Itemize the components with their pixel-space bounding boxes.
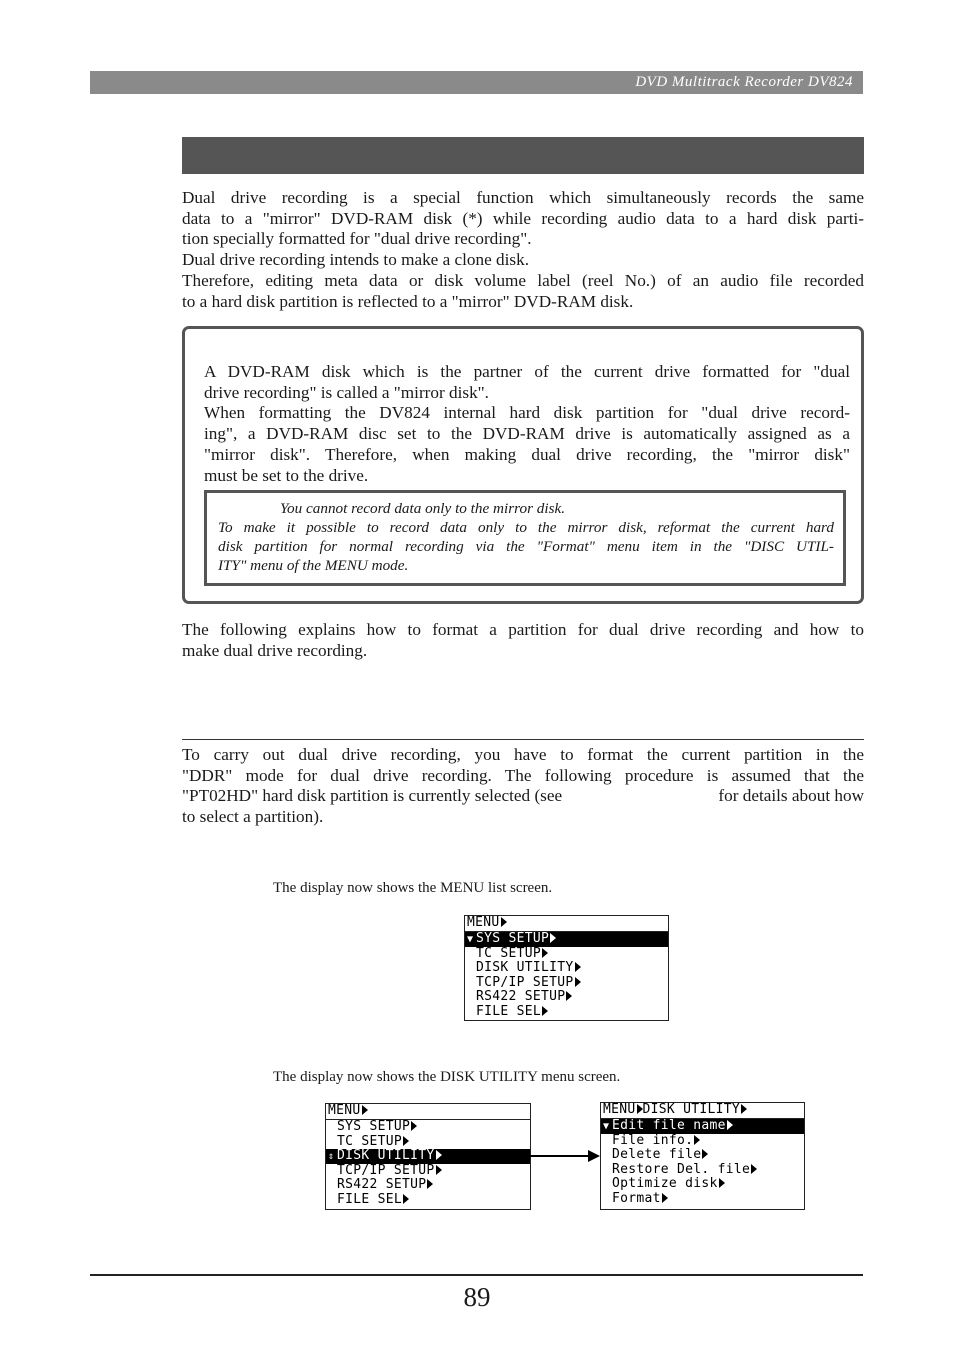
play-arrow-icon — [542, 948, 548, 958]
lcd-menu-item — [326, 1120, 530, 1135]
lcd-menu-item — [601, 1119, 804, 1134]
play-arrow-icon — [727, 1120, 733, 1130]
lcd-menu-item-label: SYS SETUP — [337, 1119, 411, 1134]
lcd-menu-item — [326, 1135, 530, 1150]
lcd-menu-item-label: TCP/IP SETUP — [476, 974, 574, 990]
arrow-line — [530, 1155, 592, 1157]
intro-line: Dual drive recording intends to make a clone disk. — [182, 250, 529, 270]
following-paragraph — [182, 620, 864, 661]
lcd-menu-item-label: Format — [612, 1190, 661, 1206]
lcd-menu-item-label: DISK UTILITY — [476, 960, 574, 976]
play-arrow-icon — [550, 933, 556, 943]
lcd-menu-item-label: TCP/IP SETUP — [337, 1162, 435, 1178]
subsection-rule — [182, 739, 864, 740]
lcd-menu-item — [465, 976, 668, 991]
lcd-menu-item-label: DISK UTILITY — [337, 1148, 435, 1164]
lcd-title — [465, 916, 668, 932]
lcd-menu-item — [465, 1005, 668, 1020]
lcd-title-sub: DISK UTILITY — [642, 1102, 741, 1117]
note-line: must be set to the drive. — [204, 465, 369, 485]
step2-text: The display now shows the DISK UTILITY menu screen. — [273, 1069, 621, 1085]
ddr-line: to select a partition). — [182, 807, 324, 827]
lcd-menu-item — [601, 1192, 804, 1207]
lcd-cursor-icon — [328, 1165, 337, 1180]
lcd-cursor-icon — [603, 1149, 612, 1164]
note-line: drive recording" is called a "mirror disk". — [204, 382, 489, 402]
lcd-menu-item-label: FILE SEL — [476, 1003, 542, 1019]
play-arrow-icon — [702, 1149, 708, 1159]
lcd-menu-item-label: Optimize disk — [612, 1176, 718, 1192]
play-arrow-icon — [719, 1178, 725, 1188]
intro-line: to a hard disk partition is reflected to a "mirror" DVD-RAM disk. — [182, 291, 634, 311]
intro-line: tion specially formatted for "dual drive recording". — [182, 229, 532, 249]
lcd-menu-item — [465, 932, 668, 947]
section-title-bar — [182, 137, 864, 174]
lcd-cursor-icon — [328, 1121, 337, 1136]
step1-text: The display now shows the MENU list screen. — [273, 880, 553, 896]
lcd-menu-screen — [464, 915, 669, 1021]
ddr-paragraph — [182, 745, 864, 828]
lcd-menu-item — [601, 1134, 804, 1149]
lcd-title-text: MENU — [467, 915, 500, 930]
play-arrow-icon — [694, 1135, 700, 1145]
ddr-line: "DDR" mode for dual drive recording. The following procedure is assumed that the — [182, 765, 864, 785]
lcd-menu-item — [601, 1163, 804, 1178]
lcd-menu-item — [326, 1178, 530, 1193]
lcd-menu-item — [326, 1193, 530, 1208]
play-arrow-icon — [741, 1104, 747, 1114]
lcd-title — [601, 1103, 804, 1119]
lcd-menu-item-label: FILE SEL — [337, 1191, 403, 1207]
right-arrow-icon — [588, 1150, 600, 1162]
lcd-menu-item-label: Edit file name — [612, 1118, 726, 1133]
play-arrow-icon — [403, 1194, 409, 1204]
lcd-cursor-icon — [467, 1006, 476, 1021]
lcd-cursor-icon — [328, 1194, 337, 1209]
lcd-cursor-icon — [603, 1135, 612, 1150]
play-arrow-icon — [436, 1150, 442, 1160]
lcd-cursor-icon — [467, 991, 476, 1006]
note-line: A DVD-RAM disk which is the partner of the current drive formatted for "dual — [204, 362, 850, 381]
lcd-cursor-icon — [603, 1178, 612, 1193]
lcd-cursor-icon — [328, 1179, 337, 1194]
play-arrow-icon — [403, 1136, 409, 1146]
lcd-title-text: MENU — [603, 1102, 636, 1117]
caution-text — [218, 499, 834, 575]
play-arrow-icon — [362, 1105, 368, 1115]
lcd-menu-item-label: Restore Del. file — [612, 1161, 751, 1177]
intro-paragraph — [182, 188, 864, 312]
header-bar — [90, 71, 863, 94]
footer-rule — [90, 1274, 863, 1276]
lcd-disk-utility-screen — [600, 1102, 805, 1210]
lcd-menu-item-label: Delete file — [612, 1147, 702, 1163]
following-line: make dual drive recording. — [182, 640, 368, 660]
play-arrow-icon — [662, 1193, 668, 1203]
ddr-line: To carry out dual drive recording, you have to format the current partition in the — [182, 745, 864, 764]
ddr-line: "PT02HD" hard disk partition is currently selected (see — [182, 786, 563, 806]
lcd-cursor-icon — [467, 962, 476, 977]
lcd-menu-screen-2 — [325, 1103, 531, 1210]
lcd-title-text: MENU — [328, 1103, 361, 1118]
lcd-menu-item — [465, 961, 668, 976]
lcd-cursor-icon: ▼ — [467, 934, 474, 945]
note-body — [204, 362, 850, 486]
caution-line: disk partition for normal recording via the "Format" menu item in the "DISC UTIL- — [218, 538, 834, 555]
play-arrow-icon — [566, 991, 572, 1001]
lcd-menu-item-label: TC SETUP — [337, 1133, 403, 1149]
play-arrow-icon — [427, 1179, 433, 1189]
ddr-line-3 — [182, 786, 864, 807]
lcd-cursor-icon — [603, 1193, 612, 1208]
note-line: ing", a DVD-RAM disc set to the DVD-RAM drive is automatically assigned as a — [204, 424, 850, 444]
caution-line: ITY" menu of the MENU mode. — [218, 557, 409, 574]
lcd-menu-item-label: File info. — [612, 1132, 694, 1148]
play-arrow-icon — [436, 1165, 442, 1175]
lcd-menu-item — [465, 990, 668, 1005]
note-line: When formatting the DV824 internal hard disk partition for "dual drive record- — [204, 403, 850, 423]
ddr-line-tail: for details about how — [718, 786, 864, 806]
note-box — [182, 326, 864, 604]
lcd-menu-item-label: RS422 SETUP — [337, 1177, 427, 1193]
play-arrow-icon — [751, 1164, 757, 1174]
intro-line: Dual drive recording is a special function which simultaneously records the same — [182, 188, 864, 207]
caution-box — [204, 490, 846, 586]
following-line: The following explains how to format a partition for dual drive recording and how to — [182, 620, 864, 639]
lcd-menu-item — [326, 1164, 530, 1179]
play-arrow-icon — [411, 1121, 417, 1131]
intro-line: data to a "mirror" DVD-RAM disk (*) while recording audio data to a hard disk parti- — [182, 208, 864, 228]
caution-line: To make it possible to record data only to the mirror disk, reformat the current hard — [218, 519, 834, 536]
intro-line: Therefore, editing meta data or disk volume label (reel No.) of an audio file recorded — [182, 270, 864, 290]
note-line: "mirror disk". Therefore, when making dual drive recording, the "mirror disk" — [204, 444, 850, 464]
lcd-menu-item — [601, 1148, 804, 1163]
header-title: DVD Multitrack Recorder DV824 — [635, 74, 853, 90]
page-number: 89 — [463, 1282, 491, 1312]
lcd-cursor-icon — [467, 977, 476, 992]
caution-line: You cannot record data only to the mirror disk. — [280, 500, 566, 517]
lcd-cursor-icon — [467, 948, 476, 963]
lcd-cursor-icon: ▼ — [603, 1121, 610, 1132]
lcd-menu-item — [465, 947, 668, 962]
play-arrow-icon — [542, 1006, 548, 1016]
lcd-cursor-icon — [328, 1136, 337, 1151]
lcd-menu-item-label: TC SETUP — [476, 945, 542, 961]
play-arrow-icon — [575, 977, 581, 987]
lcd-menu-item-label: SYS SETUP — [476, 931, 550, 946]
lcd-title — [326, 1104, 530, 1120]
lcd-cursor-icon — [603, 1164, 612, 1179]
lcd-cursor-icon: ⇕ — [328, 1151, 335, 1163]
play-arrow-icon — [575, 962, 581, 972]
lcd-menu-item-label: RS422 SETUP — [476, 989, 566, 1005]
lcd-menu-item — [326, 1149, 530, 1164]
lcd-menu-item — [601, 1177, 804, 1192]
play-arrow-icon — [501, 917, 507, 927]
